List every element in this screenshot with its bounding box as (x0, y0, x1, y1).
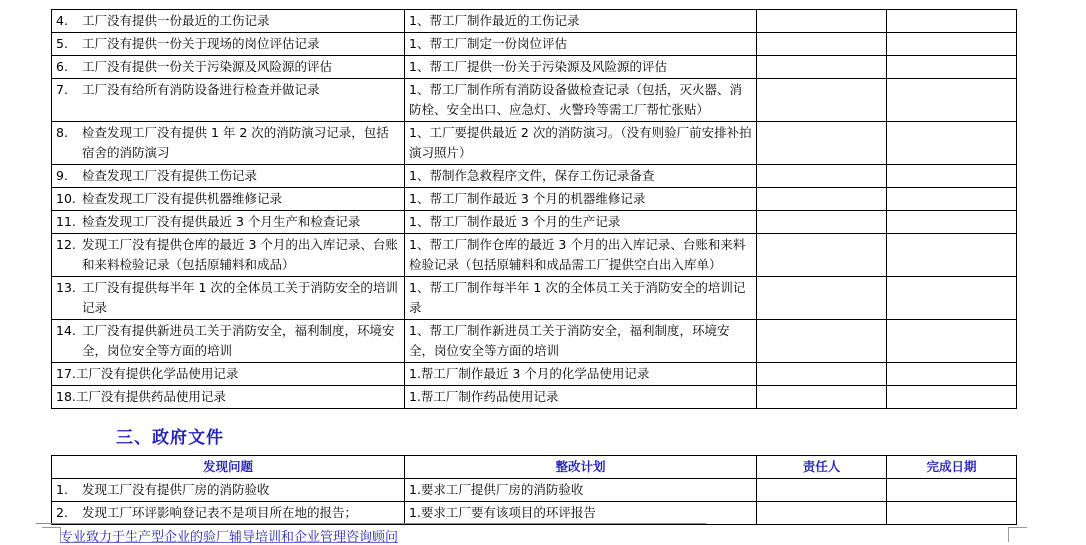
owner-cell (757, 188, 887, 211)
table-row (52, 363, 1017, 386)
table-row (52, 165, 1017, 188)
issue-cell (52, 188, 405, 211)
due-date-cell (887, 277, 1017, 320)
item-number: 10. (56, 191, 76, 206)
owner-cell (757, 386, 887, 409)
issue-text: 检查发现工厂没有提供工伤记录 (82, 168, 258, 183)
plan-cell: 1.帮工厂制作药品使用记录 (405, 386, 757, 409)
due-date-cell (887, 386, 1017, 409)
plan-cell: 1、帮工厂制作仓库的最近 3 个月的出入库记录、台账和来料检验记录（包括原辅料和成品需工厂提供空白出入库单） (405, 234, 757, 277)
footer-divider (36, 523, 706, 524)
owner-cell (757, 10, 887, 33)
issue-cell (52, 502, 405, 525)
issue-cell (52, 79, 405, 122)
owner-cell (757, 33, 887, 56)
table-row (52, 234, 1017, 277)
issue-cell (52, 211, 405, 234)
issue-text: 工厂没有提供一份最近的工伤记录 (82, 13, 270, 28)
header-plan: 整改计划 (405, 456, 757, 479)
owner-cell (757, 79, 887, 122)
plan-cell: 1、帮工厂提供一份关于污染源及风险源的评估 (405, 56, 757, 79)
issue-text: 发现工厂没有提供厂房的消防验收 (82, 482, 270, 497)
item-number: 5. (56, 36, 68, 51)
due-date-cell (887, 122, 1017, 165)
item-number: 14. (56, 323, 76, 338)
due-date-cell (887, 33, 1017, 56)
item-number: 6. (56, 59, 68, 74)
item-number: 18. (56, 389, 76, 404)
owner-cell (757, 277, 887, 320)
plan-cell: 1、帮工厂制定一份岗位评估 (405, 33, 757, 56)
item-number: 8. (56, 125, 68, 140)
owner-cell (757, 234, 887, 277)
item-number: 7. (56, 82, 68, 97)
issue-text: 工厂没有提供化学品使用记录 (75, 366, 239, 381)
due-date-cell (887, 502, 1017, 525)
table-row (52, 122, 1017, 165)
due-date-cell (887, 79, 1017, 122)
item-number: 11. (56, 214, 76, 229)
table-row (52, 56, 1017, 79)
owner-cell (757, 122, 887, 165)
plan-cell: 1、工厂要提供最近 2 次的消防演习。（没有则验厂前安排补拍演习照片） (405, 122, 757, 165)
rectification-table (51, 9, 1017, 409)
government-documents-table (51, 455, 1017, 525)
plan-cell: 1.帮工厂制作最近 3 个月的化学品使用记录 (405, 363, 757, 386)
plan-cell: 1、帮工厂制作新进员工关于消防安全，福利制度，环境安全，岗位安全等方面的培训 (405, 320, 757, 363)
issue-cell (52, 165, 405, 188)
issue-text: 工厂没有给所有消防设备进行检查并做记录 (82, 82, 320, 97)
item-number: 17. (56, 366, 76, 381)
issue-cell (52, 56, 405, 79)
due-date-cell (887, 188, 1017, 211)
issue-cell (52, 33, 405, 56)
plan-cell: 1、帮工厂制作最近 3 个月的生产记录 (405, 211, 757, 234)
item-number: 13. (56, 280, 76, 295)
issue-text: 工厂没有提供一份关于污染源及风险源的评估 (82, 59, 333, 74)
table-row (52, 10, 1017, 33)
table-header-row (52, 456, 1017, 479)
plan-cell: 1、帮工厂制作所有消防设备做检查记录（包括，灭火器、消防栓、安全出口、应急灯、火警玲等需工厂帮忙张贴） (405, 79, 757, 122)
issue-text: 工厂没有提供药品使用记录 (75, 389, 226, 404)
issue-text: 发现工厂没有提供仓库的最近 3 个月的出入库记录、台账和来料检验记录（包括原辅料和成品） (82, 237, 398, 272)
plan-cell: 1、帮工厂制作最近 3 个月的机器维修记录 (405, 188, 757, 211)
table-row (52, 33, 1017, 56)
plan-cell: 1、帮制作急救程序文件，保存工伤记录备查 (405, 165, 757, 188)
item-number: 2. (56, 505, 68, 520)
owner-cell (757, 211, 887, 234)
due-date-cell (887, 56, 1017, 79)
issue-text: 工厂没有提供每半年 1 次的全体员工关于消防安全的培训记录 (82, 280, 398, 315)
issue-cell (52, 320, 405, 363)
item-number: 4. (56, 13, 68, 28)
plan-cell: 1、帮工厂制作最近的工伤记录 (405, 10, 757, 33)
item-number: 1. (56, 482, 68, 497)
issue-text: 工厂没有提供一份关于现场的岗位评估记录 (82, 36, 320, 51)
table-row (52, 211, 1017, 234)
due-date-cell (887, 10, 1017, 33)
owner-cell (757, 363, 887, 386)
table-row (52, 188, 1017, 211)
issue-text: 检查发现工厂没有提供 1 年 2 次的消防演习记录，包括宿舍的消防演习 (82, 125, 389, 160)
item-number: 9. (56, 168, 68, 183)
owner-cell (757, 320, 887, 363)
header-due-date: 完成日期 (887, 456, 1017, 479)
owner-cell (757, 165, 887, 188)
plan-cell: 1.要求工厂提供厂房的消防验收 (405, 479, 757, 502)
footer-text: 专业致力于生产型企业的验厂辅导培训和企业管理咨询顾问 (60, 530, 399, 545)
due-date-cell (887, 165, 1017, 188)
issue-cell (52, 10, 405, 33)
owner-cell (757, 479, 887, 502)
issue-text: 检查发现工厂没有提供最近 3 个月生产和检查记录 (82, 214, 361, 229)
page-corner-mark-left (42, 527, 61, 542)
section-heading: 三、政府文件 (116, 428, 224, 448)
due-date-cell (887, 211, 1017, 234)
issue-cell (52, 479, 405, 502)
header-owner: 责任人 (757, 456, 887, 479)
table-row (52, 320, 1017, 363)
header-issue: 发现问题 (52, 456, 405, 479)
owner-cell (757, 502, 887, 525)
issue-cell (52, 363, 405, 386)
due-date-cell (887, 363, 1017, 386)
issue-cell (52, 277, 405, 320)
issue-text: 工厂没有提供新进员工关于消防安全，福利制度，环境安全，岗位安全等方面的培训 (82, 323, 395, 358)
issue-text: 检查发现工厂没有提供机器维修记录 (82, 191, 283, 206)
table-row (52, 386, 1017, 409)
table-row (52, 502, 1017, 525)
page-corner-mark-right (1008, 527, 1027, 542)
issue-text: 发现工厂环评影响登记表不是项目所在地的报告； (82, 505, 358, 520)
table-row (52, 277, 1017, 320)
due-date-cell (887, 479, 1017, 502)
table-row (52, 79, 1017, 122)
due-date-cell (887, 234, 1017, 277)
plan-cell: 1.要求工厂要有该项目的环评报告 (405, 502, 757, 525)
due-date-cell (887, 320, 1017, 363)
table-row (52, 479, 1017, 502)
issue-cell (52, 122, 405, 165)
plan-cell: 1、帮工厂制作每半年 1 次的全体员工关于消防安全的培训记录 (405, 277, 757, 320)
owner-cell (757, 56, 887, 79)
item-number: 12. (56, 237, 76, 252)
issue-cell (52, 234, 405, 277)
issue-cell (52, 386, 405, 409)
